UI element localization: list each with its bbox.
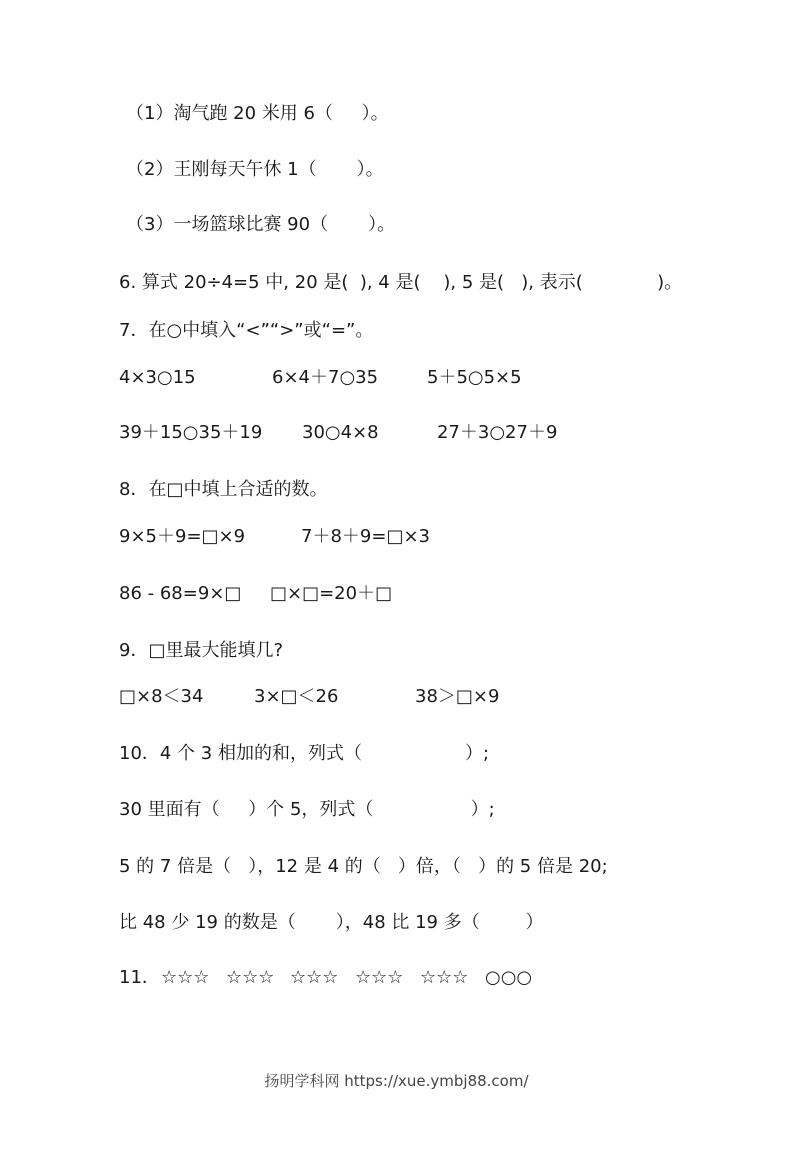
question-7-title: 7．在○中填入“<”“>”或“=”。	[119, 320, 374, 341]
question-9-title: 9．□里最大能填几?	[119, 640, 284, 661]
expr: 30○4×8	[302, 422, 379, 443]
star-group: ☆☆☆	[161, 967, 210, 988]
question-8-title: 8．在□中填上合适的数。	[119, 479, 328, 500]
expr: 5＋5○5×5	[427, 367, 522, 388]
q5-item-1: （1）淘气跑 20 米用 6（ ）。	[126, 103, 389, 124]
expr: 39＋15○35＋19	[119, 422, 263, 443]
q5-item-2: （2）王刚每天午休 1（ ）。	[126, 159, 384, 180]
question-7-row-2	[119, 421, 719, 445]
question-10-line-1: 10．4 个 3 相加的和，列式（ ）;	[119, 743, 490, 764]
q5-item-3: （3）一场篮球比赛 90（ ）。	[126, 214, 396, 235]
expr: 4×3○15	[119, 367, 196, 388]
question-9-row-1	[119, 685, 719, 709]
expr: 38＞□×9	[415, 686, 500, 707]
expr: □×□=20＋□	[270, 583, 393, 604]
star-group: ☆☆☆	[420, 967, 469, 988]
circle-group: ○○○	[485, 967, 533, 988]
question-11-label: 11．	[119, 967, 160, 988]
question-7-row-1	[119, 366, 719, 390]
question-8-row-1	[119, 525, 719, 549]
star-group: ☆☆☆	[226, 967, 275, 988]
question-8-row-2	[119, 582, 719, 606]
question-10-line-4: 比 48 少 19 的数是（ ），48 比 19 多（ ）	[119, 912, 544, 933]
expr: 6×4＋7○35	[272, 367, 379, 388]
expr: 86 - 68=9×□	[119, 583, 242, 604]
page-footer: 扬明学科网 https://xue.ymbj88.com/	[264, 1072, 529, 1090]
expr: 3×□＜26	[254, 686, 339, 707]
expr: 7＋8＋9=□×3	[301, 526, 430, 547]
question-10-line-3: 5 的 7 倍是（ ），12 是 4 的（ ）倍，（ ）的 5 倍是 20;	[119, 856, 608, 877]
question-11	[119, 966, 719, 990]
star-group: ☆☆☆	[355, 967, 404, 988]
star-group: ☆☆☆	[290, 967, 339, 988]
expr: 9×5＋9=□×9	[119, 526, 246, 547]
question-10-line-2: 30 里面有（ ）个 5，列式（ ）;	[119, 799, 495, 820]
expr: □×8＜34	[119, 686, 204, 707]
expr: 27＋3○27＋9	[437, 422, 558, 443]
question-6: 6. 算式 20÷4=5 中, 20 是( ), 4 是( ), 5 是( ), 表示( )。	[119, 272, 683, 293]
